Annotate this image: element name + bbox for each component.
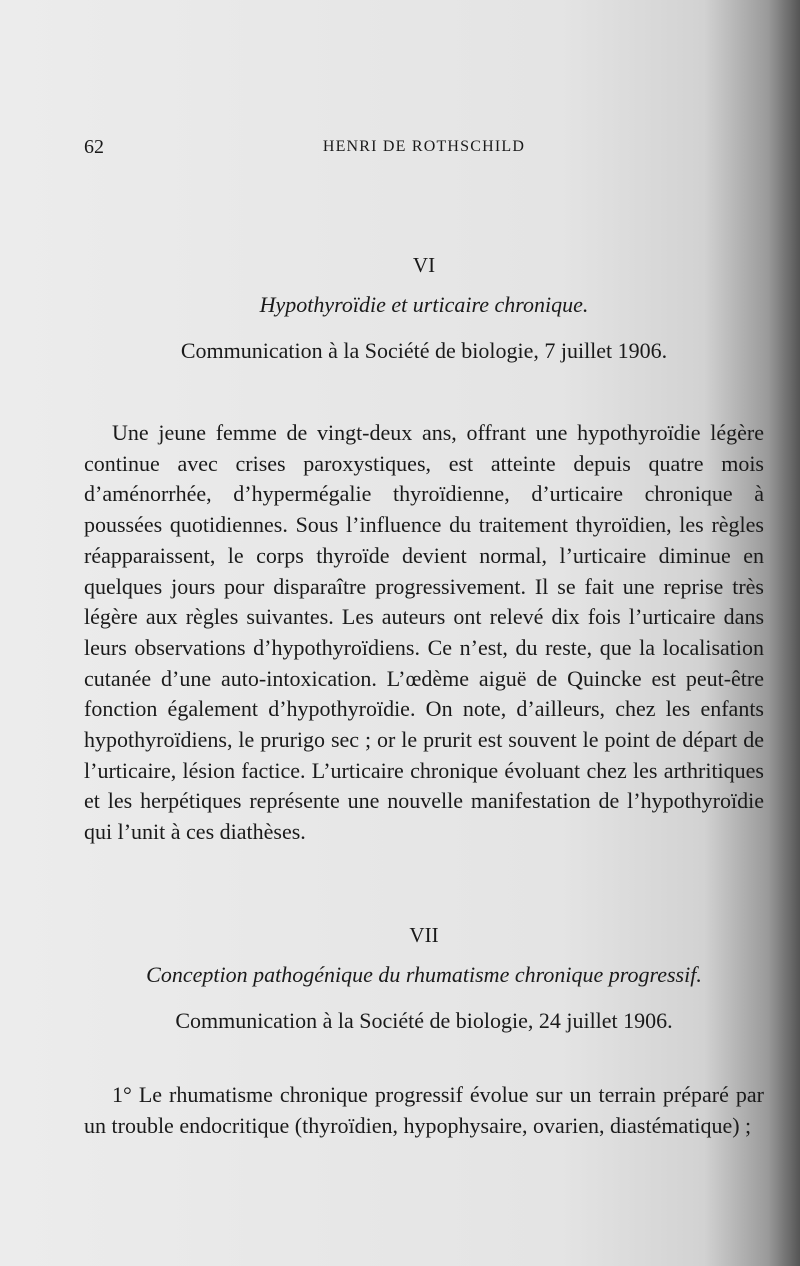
section-vii-heading	[84, 923, 764, 1034]
body-paragraph: 1° Le rhumatisme chronique progressif évolue sur un terrain préparé par un trouble endocritique (thyroïdien, hypophysaire, ovarien, diastématique) ;	[84, 1082, 764, 1138]
running-head: HENRI DE ROTHSCHILD	[322, 138, 526, 155]
section-vii-body	[84, 1080, 764, 1141]
communication-line: Communication à la Société de biologie, 24 juillet 1906.	[175, 1008, 673, 1033]
section-number: VI	[412, 253, 436, 277]
section-vi-body	[84, 418, 764, 848]
page-number: 62	[84, 136, 104, 158]
body-paragraph: Une jeune femme de vingt-deux ans, offrant une hypothyroïdie légère continue avec crises paroxystiques, est atteinte depuis quatre mois d’aménorrhée, d’hypermégalie thyroïdienne, d’urticaire chronique à poussées quotidiennes. Sous l’influence du traitement thyroïdien, les règles réapparaissent, le corps thyroïde devient normal, l’urticaire diminue en quelques jours pour disparaître progressivement. Il se fait une reprise très légère aux règles suivantes. Les auteurs ont relevé dix fois l’urticaire dans leurs observations d’hypothyroïdiens. Ce n’est, du reste, que la localisation cutanée d’une auto-intoxication. L’œdème aiguë de Quincke est peut-être fonction également d’hypothyroïdie. On note, d’ailleurs, chez les enfants hypothyroïdiens, le prurigo sec ; or le prurit est souvent le point de départ de l’urticaire, lésion factice. L’urticaire chronique évoluant chez les arthritiques et les herpétiques représente une nouvelle manifestation de l’hypothyroïdie qui l’unit à ces diathèses.	[84, 420, 764, 845]
section-number: VII	[409, 923, 439, 947]
section-title: Conception pathogénique du rhumatisme chronique progressif.	[146, 962, 702, 987]
page-header	[84, 136, 764, 166]
section-title: Hypothyroïdie et urticaire chronique.	[259, 292, 589, 317]
section-vi-heading	[84, 253, 764, 364]
communication-line: Communication à la Société de biologie, 7 juillet 1906.	[180, 338, 668, 363]
